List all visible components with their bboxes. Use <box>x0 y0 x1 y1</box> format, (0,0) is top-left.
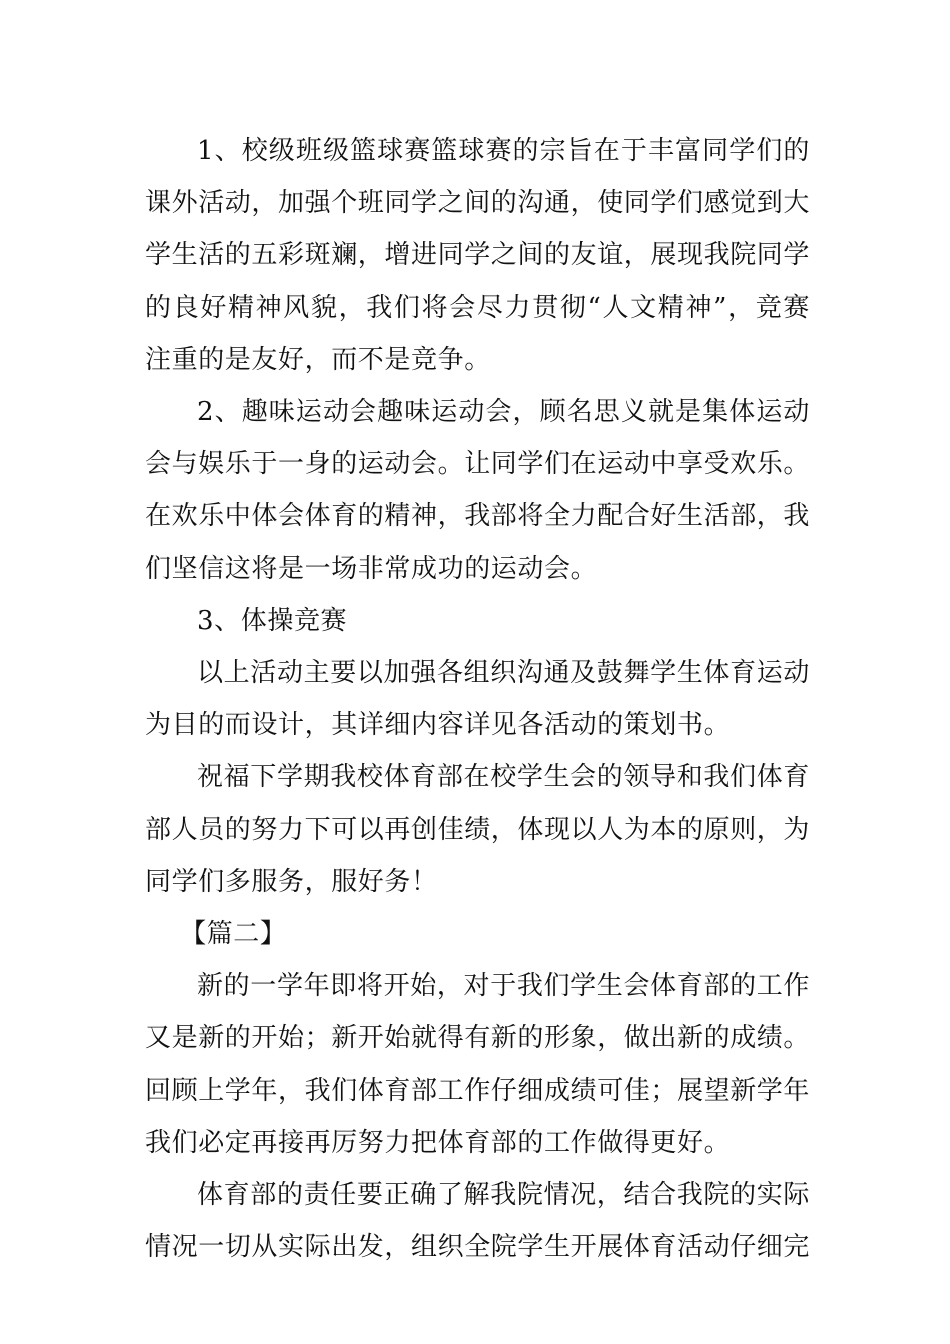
paragraph-wishes: 祝福下学期我校体育部在校学生会的领导和我们体育部人员的努力下可以再创佳绩，体现以人为本的原则，为同学们多服务，服好务！ <box>145 762 811 897</box>
paragraph-gymnastics: 3、体操竞赛 <box>197 605 348 636</box>
paragraph-basketball: 1、校级班级篮球赛篮球赛的宗旨在于丰富同学们的课外活动，加强个班同学之间的沟通，使同学们感觉到大学生活的五彩斑斓，增进同学之间的友谊，展现我院同学的良好精神风貌，我们将会尽力贯彻“人文精神”，竞赛注重的是友好，而不是竞争。 <box>145 136 811 375</box>
paragraph-responsibility: 体育部的责任要正确了解我院情况，结合我院的实际情况一切从实际出发，组织全院学生开展体育活动仔细完 <box>145 1180 811 1263</box>
document-body <box>145 125 810 1273</box>
paragraph-activities-summary: 以上活动主要以加强各组织沟通及鼓舞学生体育运动为目的而设计，其详细内容详见各活动的策划书。 <box>145 658 810 741</box>
paragraph-new-year: 新的一学年即将开始，对于我们学生会体育部的工作又是新的开始；新开始就得有新的形象，做出新的成绩。回顾上学年，我们体育部工作仔细成绩可佳；展望新学年我们必定再接再厉努力把体育部的工作做得更好。 <box>145 971 811 1158</box>
section-heading: 【篇二】 <box>180 919 287 950</box>
paragraph-fun-games: 2、趣味运动会趣味运动会，顾名思义就是集体运动会与娱乐于一身的运动会。让同学们在运动中享受欢乐。在欢乐中体会体育的精神，我部将全力配合好生活部，我们坚信这将是一场非常成功的运动会。 <box>145 397 811 584</box>
